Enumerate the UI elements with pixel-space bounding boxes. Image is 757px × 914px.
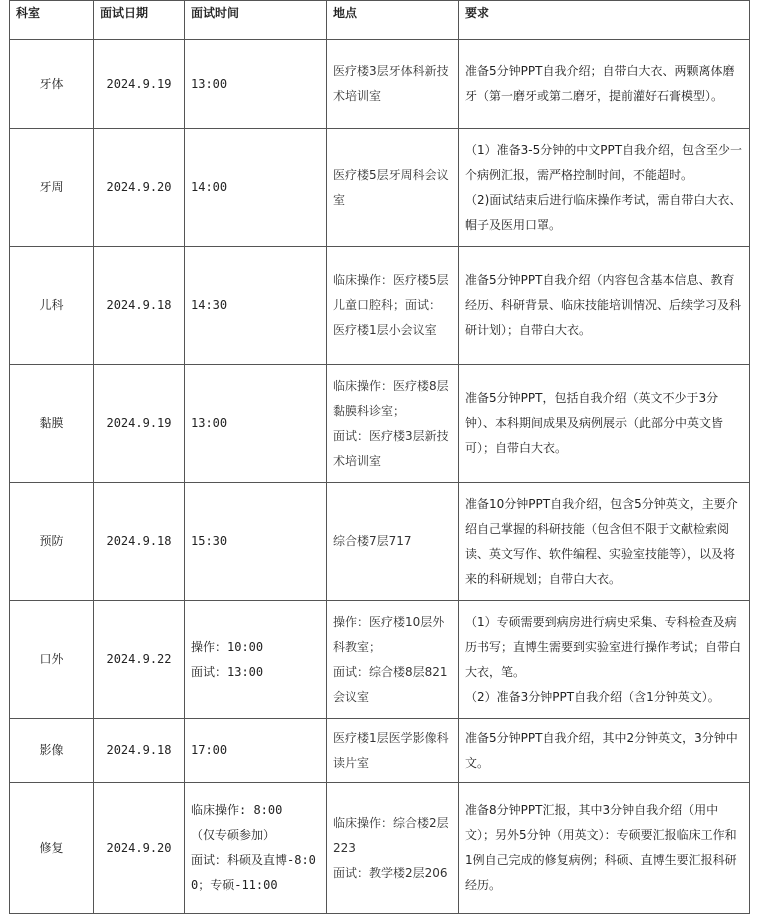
date-cell: 2024.9.18 — [94, 483, 185, 601]
requirements-cell — [459, 365, 750, 483]
location-cell — [327, 783, 459, 914]
location-cell-line: 操作：医疗楼10层外科教室； — [333, 614, 445, 654]
date-cell: 2024.9.20 — [94, 783, 185, 914]
dept-cell: 黏膜 — [10, 365, 94, 483]
location-cell-line: 医疗楼5层牙周科会议室 — [333, 167, 449, 207]
requirements-cell-line: 准备8分钟PPT汇报，其中3分钟自我介绍（用中文）；另外5分钟（用英文）：专硕要汇报临床工作和1例自己完成的修复病例；科硕、直博生要汇报科研经历。 — [465, 803, 737, 892]
dept-cell: 修复 — [10, 783, 94, 914]
table-row — [10, 601, 750, 719]
location-cell — [327, 601, 459, 719]
table-row — [10, 129, 750, 247]
dept-cell: 预防 — [10, 483, 94, 601]
header-requirements: 要求 — [459, 1, 750, 40]
time-cell — [185, 40, 327, 129]
date-cell: 2024.9.18 — [94, 247, 185, 365]
requirements-cell-line: （1）准备3-5分钟的中文PPT自我介绍，包含至少一个病例汇报，需严格控制时间，不能超时。 — [465, 142, 743, 182]
table-row — [10, 719, 750, 783]
requirements-cell — [459, 483, 750, 601]
table-row — [10, 483, 750, 601]
requirements-cell-line: （2）准备3分钟PPT自我介绍（含1分钟英文）。 — [465, 689, 720, 704]
table-row — [10, 783, 750, 914]
date-cell: 2024.9.20 — [94, 129, 185, 247]
requirements-cell-line: 准备5分钟PPT，包括自我介绍（英文不少于3分钟）、本科期间成果及病例展示（此部分中英文皆可）；自带白大衣。 — [465, 391, 724, 455]
dept-cell: 牙周 — [10, 129, 94, 247]
location-cell — [327, 247, 459, 365]
requirements-cell — [459, 40, 750, 129]
time-cell — [185, 483, 327, 601]
location-cell — [327, 365, 459, 483]
header-time: 面试时间 — [185, 1, 327, 40]
date-cell: 2024.9.19 — [94, 40, 185, 129]
requirements-cell-line: 准备5分钟PPT自我介绍；自带白大衣、两颗离体磨牙（第一磨牙或第二磨牙，提前灌好石膏模型）。 — [465, 64, 735, 103]
location-cell-line: 临床操作：医疗楼5层儿童口腔科；面试：医疗楼1层小会议室 — [333, 273, 449, 337]
header-dept: 科室 — [10, 1, 94, 40]
location-cell-line: 临床操作：医疗楼8层黏膜科诊室； — [333, 378, 449, 418]
table-row — [10, 365, 750, 483]
time-cell — [185, 601, 327, 719]
time-cell-line: 13:00 — [191, 416, 228, 430]
time-cell-line: 临床操作: 8:00 — [191, 803, 283, 817]
header-location: 地点 — [327, 1, 459, 40]
requirements-cell — [459, 719, 750, 783]
time-cell — [185, 365, 327, 483]
time-cell-line: （仅专硕参加） — [191, 828, 276, 842]
header-date: 面试日期 — [94, 1, 185, 40]
time-cell-line: 13:00 — [191, 76, 228, 91]
location-cell — [327, 719, 459, 783]
requirements-cell-line: 准备10分钟PPT自我介绍，包含5分钟英文，主要介绍自己掌握的科研技能（包含但不限于文献检索阅读、英文写作、软件编程、实验室技能等），以及将来的科研规划；自带白大衣。 — [465, 496, 738, 586]
time-cell-line: 14:00 — [191, 180, 228, 194]
location-cell-line: 医疗楼3层牙体科新技术培训室 — [333, 64, 449, 103]
location-cell-line: 综合楼7层717 — [333, 534, 412, 548]
location-cell-line: 临床操作：综合楼2层223 — [333, 815, 449, 855]
requirements-cell — [459, 601, 750, 719]
time-cell-line: 14:30 — [191, 298, 228, 312]
requirements-cell-line: （1）专硕需要到病房进行病史采集、专科检查及病历书写；直博生需要到实验室进行操作考试；自带白大衣，笔。 — [465, 614, 742, 679]
location-cell-line: 面试：综合楼8层821会议室 — [333, 664, 448, 704]
time-cell-line: 面试：13:00 — [191, 664, 264, 679]
location-cell — [327, 40, 459, 129]
requirements-cell — [459, 247, 750, 365]
table-row — [10, 40, 750, 129]
location-cell — [327, 129, 459, 247]
time-cell — [185, 129, 327, 247]
location-cell-line: 面试：医疗楼3层新技术培训室 — [333, 428, 449, 468]
time-cell — [185, 719, 327, 783]
time-cell-line: 17:00 — [191, 743, 228, 757]
requirements-cell-line: 准备5分钟PPT自我介绍（内容包含基本信息、教育经历、科研背景、临床技能培训情况、后续学习及科研计划）；自带白大衣。 — [465, 273, 742, 337]
time-cell-line: 15:30 — [191, 534, 228, 548]
time-cell — [185, 783, 327, 914]
dept-cell: 牙体 — [10, 40, 94, 129]
location-cell-line: 医疗楼1层医学影像科读片室 — [333, 730, 449, 770]
requirements-cell — [459, 783, 750, 914]
location-cell — [327, 483, 459, 601]
interview-schedule-table — [9, 0, 750, 914]
date-cell: 2024.9.22 — [94, 601, 185, 719]
dept-cell: 儿科 — [10, 247, 94, 365]
date-cell: 2024.9.18 — [94, 719, 185, 783]
date-cell: 2024.9.19 — [94, 365, 185, 483]
time-cell-line: 面试：科硕及直博-8:00；专硕-11:00 — [191, 853, 316, 892]
table-row — [10, 247, 750, 365]
requirements-cell-line: 准备5分钟PPT自我介绍，其中2分钟英文，3分钟中文。 — [465, 730, 738, 770]
table-header-row — [10, 1, 750, 40]
requirements-cell — [459, 129, 750, 247]
dept-cell: 口外 — [10, 601, 94, 719]
requirements-cell-line: （2)面试结束后进行临床操作考试，需自带白大衣、帽子及医用口罩。 — [465, 192, 742, 232]
dept-cell: 影像 — [10, 719, 94, 783]
time-cell — [185, 247, 327, 365]
time-cell-line: 操作：10:00 — [191, 639, 264, 654]
location-cell-line: 面试：教学楼2层206 — [333, 865, 448, 880]
